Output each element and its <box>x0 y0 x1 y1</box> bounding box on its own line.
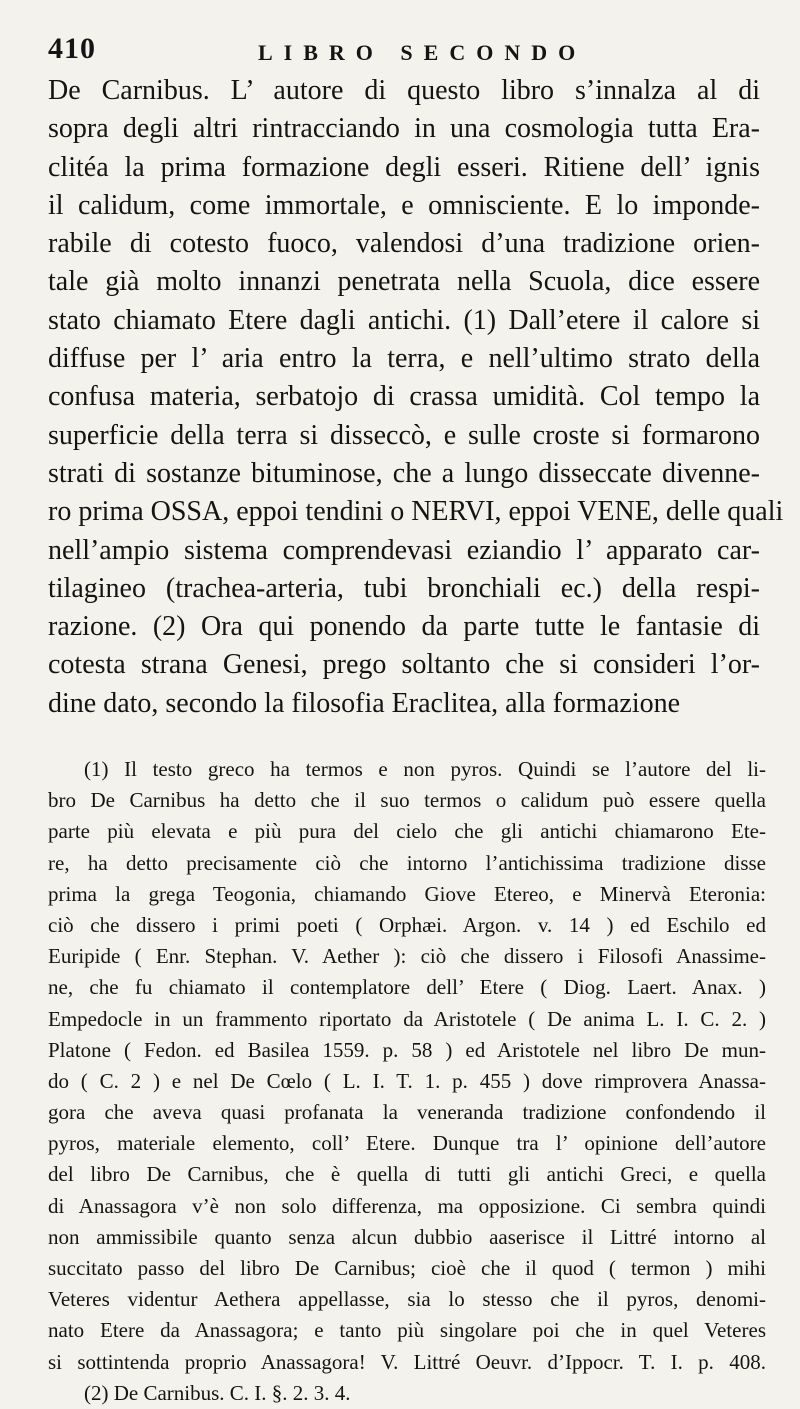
main-text <box>48 72 784 723</box>
text-line: clitéa la prima formazione degli esseri. Ritiene dell’ ignis <box>48 151 760 183</box>
text-line: superficie della terra si disseccò, e sulle croste si formarono <box>48 419 760 451</box>
footnote-line: do ( C. 2 ) e nel De Cœlo ( L. I. T. 1. p. 455 ) dove rimprovera Anassa- <box>48 1068 766 1093</box>
footnote-line: re, ha detto precisamente ciò che intorno l’antichissima tradizione disse <box>48 850 766 875</box>
footnote-line: ciò che dissero i primi poeti ( Orphæi. Argon. v. 14 ) ed Eschilo ed <box>48 912 766 937</box>
footnote-line: Empedocle in un frammento riportato da Aristotele ( De anima L. I. C. 2. ) <box>48 1006 766 1031</box>
footnote-line: gora che aveva quasi profanata la veneranda tradizione confondendo il <box>48 1100 766 1125</box>
text-line: diffuse per l’ aria entro la terra, e nell’ultimo strato della <box>48 343 760 375</box>
footnote-line: Euripide ( Enr. Stephan. V. Aether ): ciò che dissero i Filosofi Anassime- <box>48 944 766 969</box>
text-line: sopra degli altri rintracciando in una cosmologia tutta Era- <box>48 113 760 145</box>
show-through-text <box>60 700 750 740</box>
text-line: ro prima OSSA, eppoi tendini o NERVI, eppoi VENE, delle quali <box>48 496 784 528</box>
text-line: il calidum, come immortale, e omnisciente. E lo imponde- <box>48 189 760 221</box>
text-line: De Carnibus. L’ autore di questo libro s’innalza al di <box>48 75 760 106</box>
text-line: cotesta strana Genesi, prego soltanto che si consideri l’or- <box>48 649 760 681</box>
footnote-line: ne, che fu chiamato il contemplatore dell’ Etere ( Diog. Laert. Anax. ) <box>48 975 766 1000</box>
footnote-line: si sottintenda proprio Anassagora! V. Littré Oeuvr. d’Ippocr. T. I. p. 408. <box>48 1349 766 1374</box>
footnote-line: bro De Carnibus ha detto che il suo termos o calidum può essere quella <box>48 788 766 813</box>
footnote-line: prima la grega Teogonia, chiamando Giove Etereo, e Minervà Eteronia: <box>48 881 766 906</box>
text-line: stato chiamato Etere dagli antichi. (1) Dall’etere il calore si <box>48 304 760 336</box>
footnote-line: succitato passo del libro De Carnibus; cioè che il quod ( termon ) mihi <box>48 1256 766 1280</box>
text-line: rabile di cotesto fuoco, valendosi d’una tradizione orien- <box>48 228 760 260</box>
text-line: confusa materia, serbatojo di crassa umidità. Col tempo la <box>48 381 760 413</box>
footnote-line: Veteres videntur Aethera appellasse, sia lo stesso che il pyros, denomi- <box>48 1287 766 1312</box>
footnote-line: (1) Il testo greco ha termos e non pyros. Quindi se l’autore del li- <box>84 757 766 781</box>
text-line: dine dato, secondo la filosofia Eraclitea, alla formazione <box>48 687 681 719</box>
footnote-line: parte più elevata e più pura del cielo che gli antichi chiamarono Ete- <box>48 819 766 844</box>
text-line: tale già molto innanzi penetrata nella Scuola, dice essere <box>48 266 760 298</box>
footnotes <box>48 754 766 1409</box>
text-line: razione. (2) Ora qui ponendo da parte tutte le fantasie di <box>48 611 760 643</box>
footnote-line: nato Etere da Anassagora; e tanto più singolare poi che in quel Veteres <box>48 1318 766 1343</box>
footnote-line: di Anassagora v’è non solo differenza, ma opposizione. Ci sembra quindi <box>48 1193 766 1218</box>
footnote-line: Platone ( Fedon. ed Basilea 1559. p. 58 ) ed Aristotele nel libro De mun- <box>48 1037 766 1062</box>
text-line: tilagineo (trachea-arteria, tubi bronchiali ec.) della respi- <box>48 572 760 604</box>
running-title: LIBRO SECONDO <box>258 40 587 65</box>
footnote-line: (2) De Carnibus. C. I. §. 2. 3. 4. <box>84 1380 351 1405</box>
page-number: 410 <box>48 32 96 65</box>
footnote-line: non ammissibile quanto senza alcun dubbio aaserisce il Littré intorno al <box>48 1224 766 1249</box>
footnote-line: del libro De Carnibus, che è quella di tutti gli antichi Greci, e quella <box>48 1162 766 1187</box>
text-line: strati di sostanze bituminose, che a lungo disseccate divenne- <box>48 457 760 489</box>
text-line: nell’ampio sistema comprendevasi eziandio l’ apparato car- <box>48 534 760 566</box>
footnote-line: pyros, materiale elemento, coll’ Etere. Dunque tra l’ opinione dell’autore <box>48 1131 766 1156</box>
